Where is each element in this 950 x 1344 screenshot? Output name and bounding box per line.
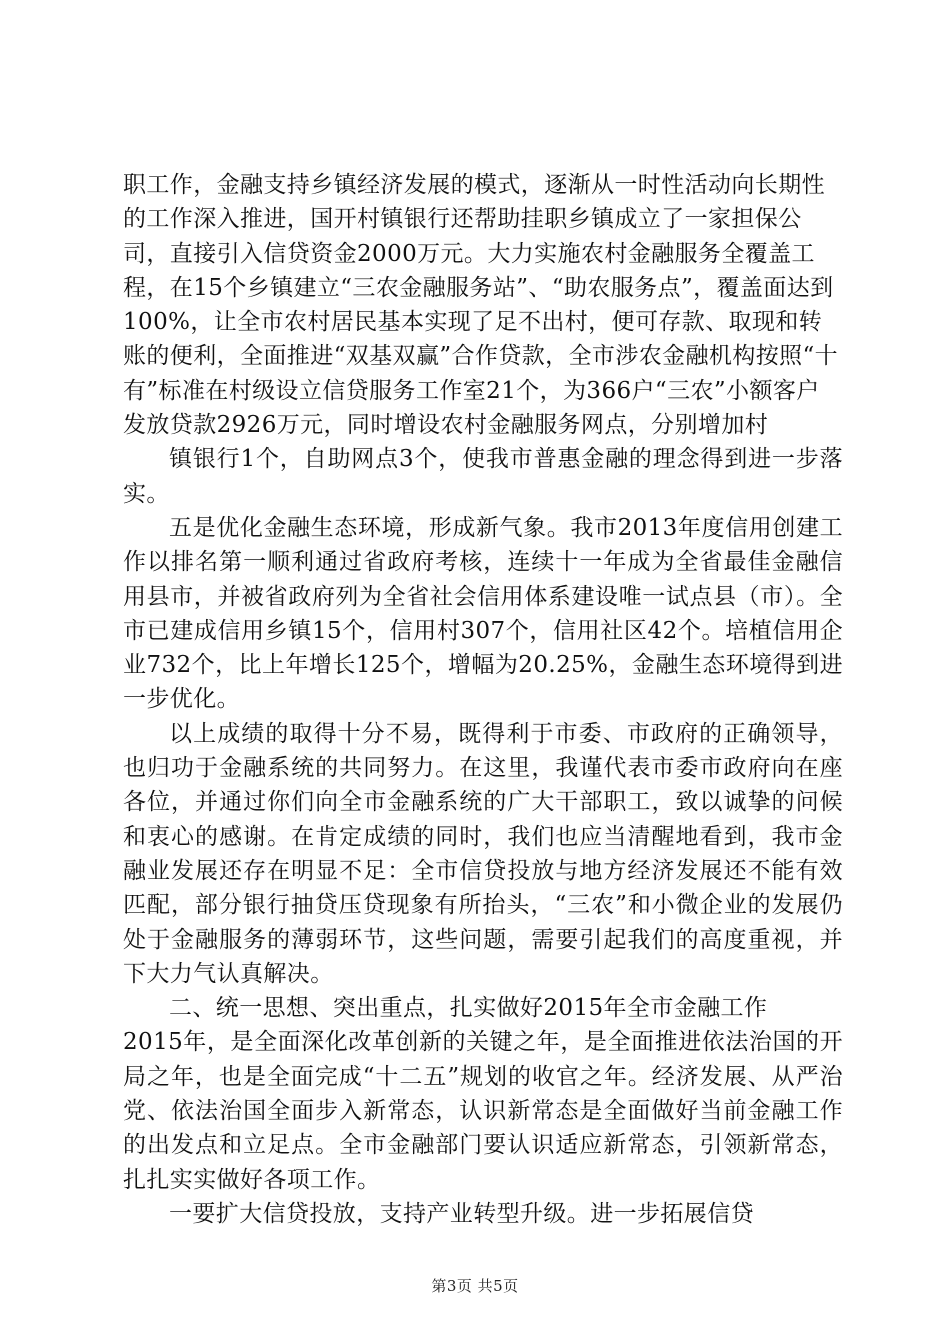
page-number-footer: 第3页 共5页 bbox=[431, 1277, 519, 1295]
paragraph-credit-environment: 五是优化金融生态环境，形成新气象。我市2013年度信用创建工作以排名第一顺利通过省政府考核，连续十一年成为全省最佳金融信用县市，并被省政府列为全省社会信用体系建设唯一试点县（市）。全市已建成信用乡镇15个，信用村307个，信用社区42个。培植信用企业732个，比上年增长125个，增幅为20.25%，金融生态环境得到进一步优化。 bbox=[123, 514, 843, 713]
document-body bbox=[123, 168, 843, 1231]
paragraph-village-bank-outlets: 镇银行1个，自助网点3个，使我市普惠金融的理念得到进一步落实。 bbox=[123, 446, 843, 507]
section-heading-2015-priorities: 二、统一思想、突出重点，扎实做好2015年全市金融工作 bbox=[169, 995, 768, 1022]
paragraph-achievements-and-shortcomings: 以上成绩的取得十分不易，既得利于市委、市政府的正确领导，也归功于金融系统的共同努力。在这里，我谨代表市委市政府向在座各位，并通过你们向全市金融系统的广大干部职工，致以诚挚的问候和衷心的感谢。在肯定成绩的同时，我们也应当清醒地看到，我市金融业发展还存在明显不足：全市信贷投放与地方经济发展还不能有效匹配，部分银行抽贷压贷现象有所抬头，“三农”和小微企业的发展仍处于金融服务的薄弱环节，这些问题，需要引起我们的高度重视，并下大力气认真解决。 bbox=[123, 720, 843, 987]
paragraph-expand-credit: 一要扩大信贷投放，支持产业转型升级。进一步拓展信贷 bbox=[169, 1200, 754, 1227]
paragraph-financial-services-coverage: 职工作，金融支持乡镇经济发展的模式，逐渐从一时性活动向长期性的工作深入推进，国开村镇银行还帮助挂职乡镇成立了一家担保公司，直接引入信贷资金2000万元。大力实施农村金融服务全覆盖工程，在15个乡镇建立“三农金融服务站”、“助农服务点”，覆盖面达到100%，让全市农村居民基本实现了足不出村，便可存款、取现和转账的便利，全面推进“双基双赢”合作贷款，全市涉农金融机构按照“十有”标准在村级设立信贷服务工作室21个，为366户“三农”小额客户发放贷款2926万元，同时增设农村金融服务网点，分别增加村 bbox=[123, 172, 839, 439]
paragraph-new-normal: 2015年，是全面深化改革创新的关键之年，是全面推进依法治国的开局之年，也是全面完成“十二五”规划的收官之年。经济发展、从严治党、依法治国全面步入新常态，认识新常态是全面做好当前金融工作的出发点和立足点。全市金融部门要认识适应新常态，引领新常态，扎扎实实做好各项工作。 bbox=[123, 1029, 843, 1193]
